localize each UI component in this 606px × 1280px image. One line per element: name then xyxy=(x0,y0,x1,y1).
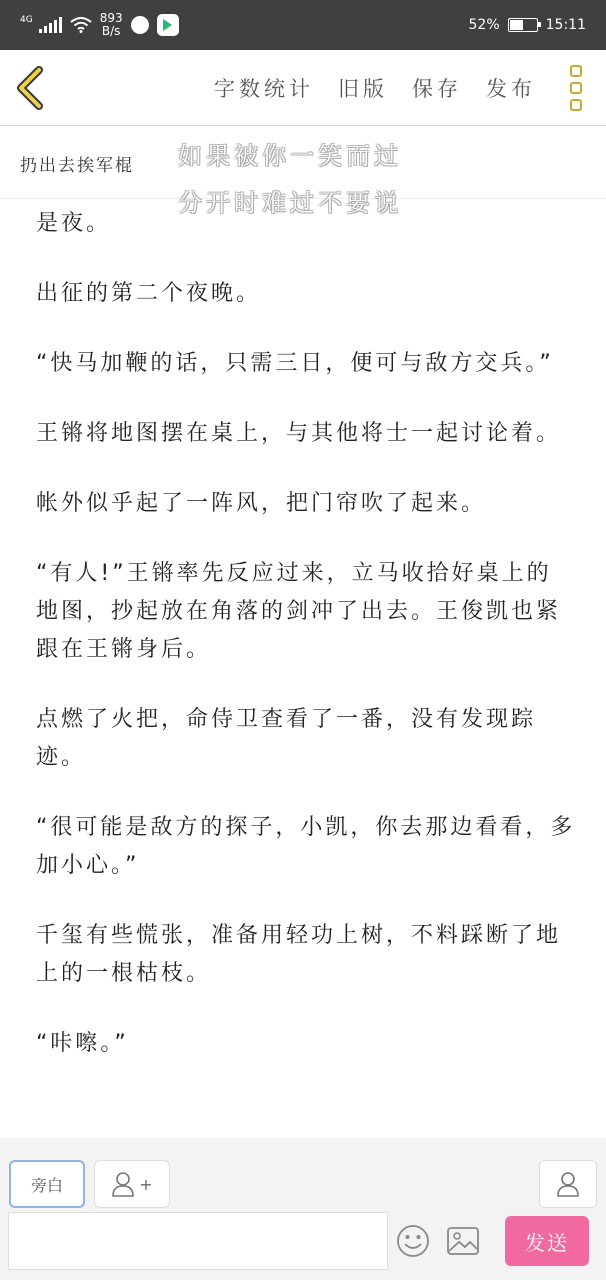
paragraph[interactable]: 帐外似乎起了一阵风，把门帘吹了起来。 xyxy=(36,491,487,516)
header-actions xyxy=(214,73,556,103)
send-button[interactable]: 发送 xyxy=(505,1216,589,1266)
paragraph[interactable]: “咔嚓。” xyxy=(36,1031,129,1056)
paragraph[interactable]: “很可能是敌方的探子，小凯，你去那边看看，多加小心。” xyxy=(36,815,576,878)
chapter-title[interactable]: 扔出去挨军棍 xyxy=(20,156,134,176)
add-character-button[interactable] xyxy=(94,1160,170,1208)
battery-icon xyxy=(508,18,538,32)
speed-unit: B/s xyxy=(101,24,121,38)
speed-value: 893 xyxy=(99,11,123,25)
paragraph[interactable]: 王锵将地图摆在桌上，与其他将士一起讨论着。 xyxy=(36,421,562,446)
paragraph[interactable]: 千玺有些慌张，准备用轻功上树，不料踩断了地上的一根枯枝。 xyxy=(36,923,562,986)
video-app-icon xyxy=(157,14,179,36)
paragraph[interactable]: 出征的第二个夜晚。 xyxy=(36,281,262,306)
character-button[interactable] xyxy=(539,1160,597,1208)
paragraph[interactable]: 点燃了火把，命侍卫查看了一番，没有发现踪迹。 xyxy=(36,707,537,770)
save-button[interactable]: 保存 xyxy=(412,76,462,101)
compose-bar xyxy=(0,1138,606,1280)
overlay-text-line2: 分开时难过不要说 xyxy=(178,189,402,217)
globe-icon xyxy=(131,16,149,34)
plus-icon: + xyxy=(139,1174,153,1194)
narration-button[interactable]: 旁白 xyxy=(9,1160,85,1208)
status-right xyxy=(469,17,586,33)
publish-button[interactable]: 发布 xyxy=(486,76,536,101)
paragraph[interactable]: “快马加鞭的话，只需三日，便可与敌方交兵。” xyxy=(36,351,554,376)
more-vertical-icon[interactable] xyxy=(556,63,596,113)
status-bar xyxy=(0,0,606,50)
emoji-icon[interactable] xyxy=(396,1224,430,1258)
editor-header xyxy=(0,50,606,126)
network-type: 4G xyxy=(20,14,33,25)
word-count-button[interactable]: 字数统计 xyxy=(214,76,314,101)
battery-percent: 52% xyxy=(468,17,500,33)
user-icon xyxy=(111,1171,135,1197)
paragraph[interactable]: 是夜。 xyxy=(36,211,112,236)
user-icon xyxy=(556,1171,580,1197)
network-speed xyxy=(100,12,123,38)
wifi-icon xyxy=(70,17,92,33)
overlay-text-line1: 如果被你一笑而过 xyxy=(178,142,402,170)
chevron-left-icon xyxy=(15,66,45,110)
signal-icon xyxy=(39,17,62,33)
paragraph[interactable]: “有人!”王锵率先反应过来，立马收拾好桌上的地图，抄起放在角落的剑冲了出去。王俊凯也紧跟在王锵身后。 xyxy=(36,561,562,662)
clock: 15:11 xyxy=(545,17,586,33)
message-input[interactable] xyxy=(8,1212,388,1270)
back-button[interactable] xyxy=(0,50,60,126)
image-icon[interactable] xyxy=(446,1226,480,1256)
status-left xyxy=(20,12,179,38)
old-version-button[interactable]: 旧版 xyxy=(338,76,388,101)
battery-fill xyxy=(510,20,523,30)
story-content[interactable] xyxy=(36,205,576,1135)
